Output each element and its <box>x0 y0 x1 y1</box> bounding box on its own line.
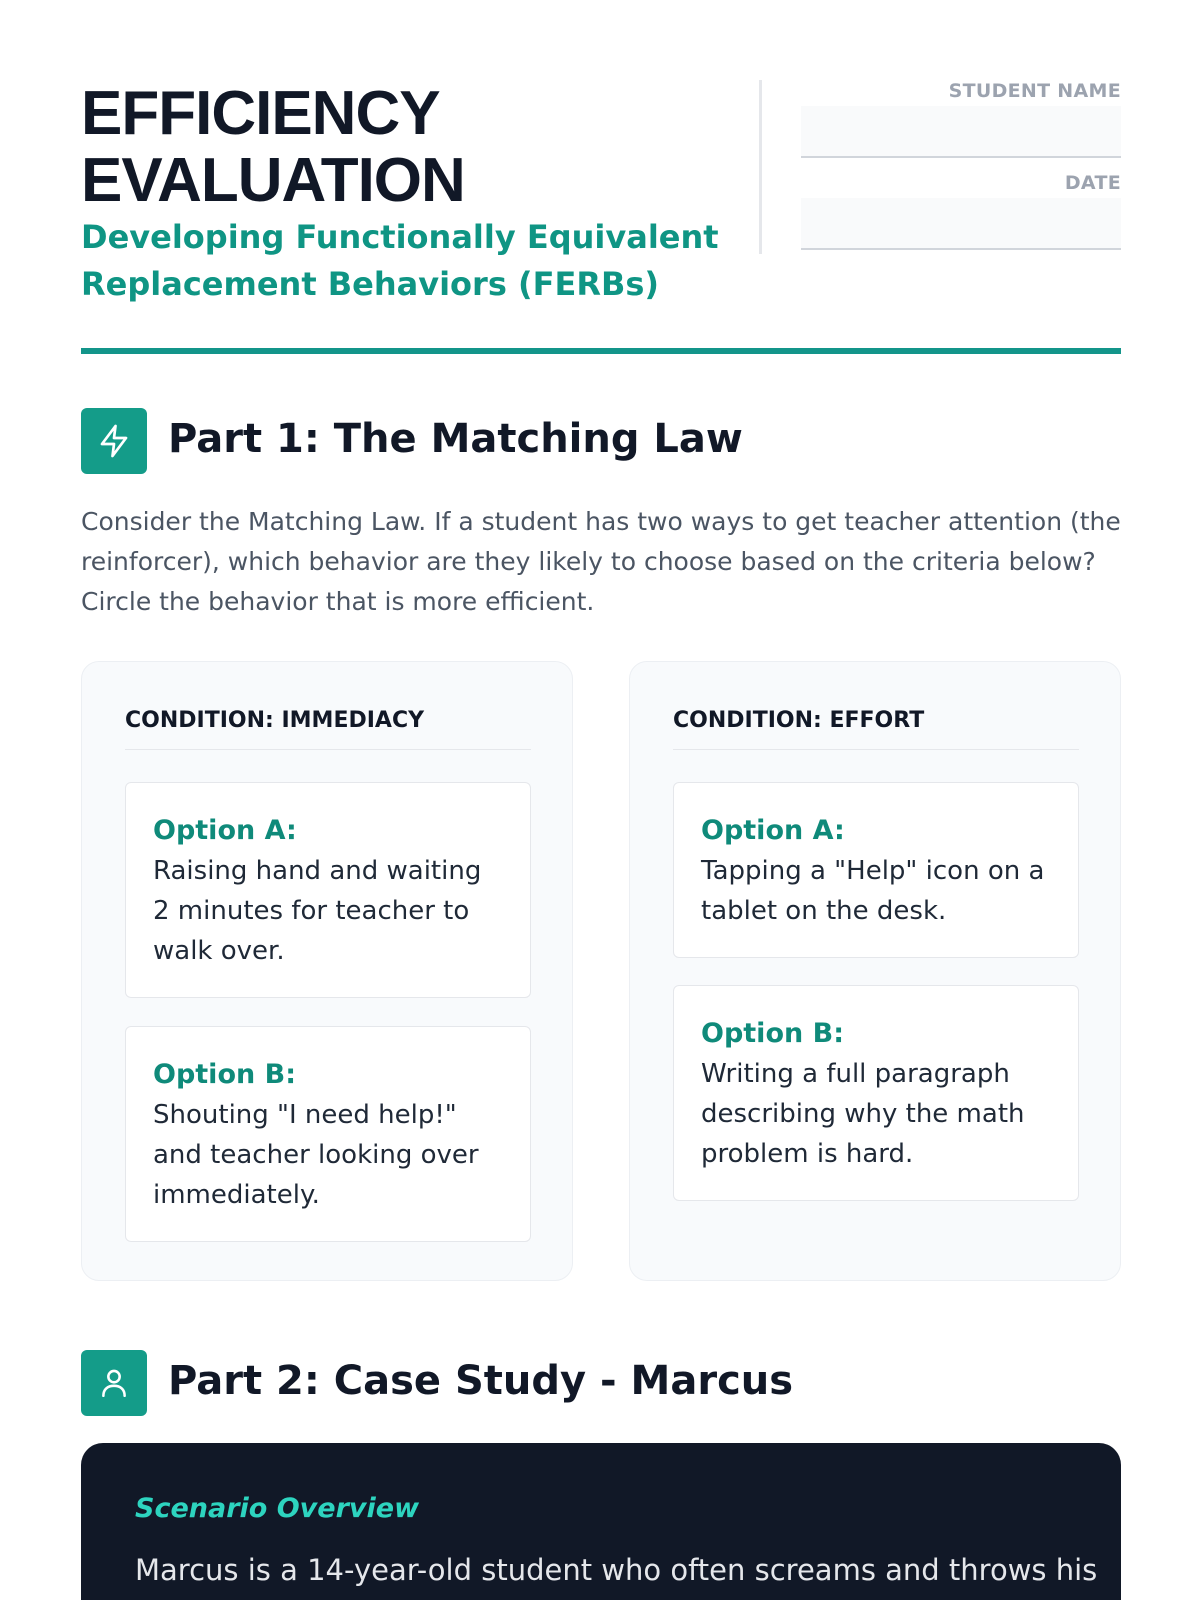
condition-heading: CONDITION: EFFORT <box>673 708 1079 750</box>
user-icon <box>81 1350 147 1416</box>
option-text: Tapping a "Help" icon on a tablet on the desk. <box>701 856 1045 926</box>
option-b-card[interactable] <box>673 985 1079 1201</box>
date-label: DATE <box>1064 172 1121 194</box>
option-label: Option B: <box>701 1018 844 1049</box>
header-rule <box>81 348 1121 354</box>
student-name-label: STUDENT NAME <box>948 80 1121 102</box>
option-text: Writing a full paragraph describing why the math problem is hard. <box>701 1059 1025 1169</box>
option-a-card[interactable] <box>673 782 1079 958</box>
header-divider <box>759 80 762 254</box>
title-line-1: EFFICIENCY <box>81 79 440 148</box>
option-label: Option A: <box>153 815 297 846</box>
page-subtitle: Developing Functionally Equivalent Replacement Behaviors (FERBs) <box>81 218 719 303</box>
lightning-icon <box>81 408 147 474</box>
date-field[interactable] <box>801 198 1121 250</box>
scenario-title: Scenario Overview <box>135 1493 420 1524</box>
option-label: Option B: <box>153 1059 296 1090</box>
condition-card-immediacy <box>81 661 573 1281</box>
scenario-card <box>81 1443 1121 1600</box>
option-a-card[interactable] <box>125 782 531 998</box>
option-text: Raising hand and waiting 2 minutes for teacher to walk over. <box>153 856 482 966</box>
worksheet-header <box>81 80 1121 354</box>
condition-card-effort <box>629 661 1121 1281</box>
part2-header <box>81 1350 1121 1416</box>
option-b-card[interactable] <box>125 1026 531 1242</box>
part1-title: Part 1: The Matching Law <box>168 416 743 462</box>
part2-title: Part 2: Case Study - Marcus <box>168 1358 794 1404</box>
title-line-2: EVALUATION <box>81 146 465 215</box>
condition-heading: CONDITION: IMMEDIACY <box>125 708 531 750</box>
part1-intro: Consider the Matching Law. If a student has two ways to get teacher attention (the reinforcer), which behavior are they likely to choose based on the criteria below? Circle the behavior that is more efficient. <box>81 507 1121 616</box>
part1-header <box>81 408 1121 474</box>
student-name-field[interactable] <box>801 106 1121 158</box>
option-label: Option A: <box>701 815 845 846</box>
page-title <box>81 80 721 214</box>
option-text: Shouting "I need help!" and teacher looking over immediately. <box>153 1100 479 1210</box>
scenario-text: Marcus is a 14-year-old student who often screams and throws his <box>135 1553 1098 1587</box>
